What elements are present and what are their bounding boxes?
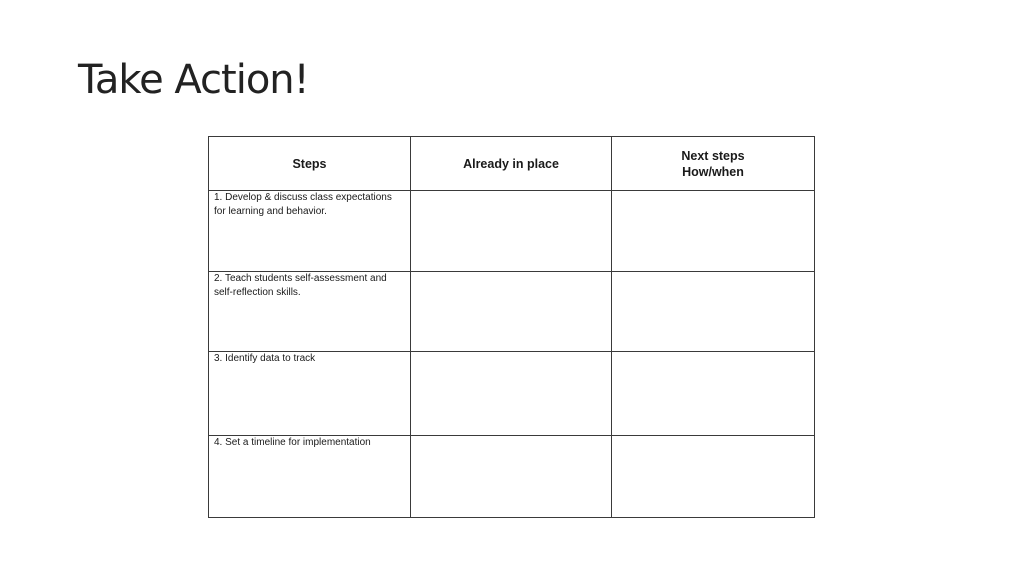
slide-title: Take Action! bbox=[78, 57, 309, 103]
step-text: 3. Identify data to track bbox=[214, 353, 316, 365]
header-steps: Steps bbox=[209, 137, 411, 191]
step-text: 4. Set a timeline for implementation bbox=[214, 436, 371, 448]
next-steps-cell bbox=[612, 191, 815, 272]
table-row bbox=[209, 352, 815, 435]
next-steps-cell bbox=[612, 352, 815, 435]
table-row bbox=[209, 272, 815, 352]
step-text: 1. Develop & discuss class expectations for learning and behavior. bbox=[214, 192, 392, 217]
step-cell bbox=[209, 272, 411, 352]
header-next-steps-line1: Next steps bbox=[681, 148, 745, 163]
action-plan-table bbox=[208, 136, 815, 518]
already-in-place-cell bbox=[411, 435, 612, 517]
table-row bbox=[209, 191, 815, 272]
step-text: 2. Teach students self-assessment and self-reflection skills. bbox=[214, 273, 387, 299]
already-in-place-cell bbox=[411, 352, 612, 435]
header-next-steps-line2: How/when bbox=[682, 164, 744, 179]
next-steps-cell bbox=[612, 435, 815, 517]
header-already-in-place: Already in place bbox=[411, 137, 612, 191]
header-row bbox=[209, 137, 815, 191]
already-in-place-cell bbox=[411, 191, 612, 272]
next-steps-cell bbox=[612, 272, 815, 352]
step-cell bbox=[209, 352, 411, 435]
step-cell bbox=[209, 191, 411, 272]
table-row bbox=[209, 435, 815, 517]
already-in-place-cell bbox=[411, 272, 612, 352]
header-next-steps bbox=[612, 137, 815, 191]
step-cell bbox=[209, 435, 411, 517]
